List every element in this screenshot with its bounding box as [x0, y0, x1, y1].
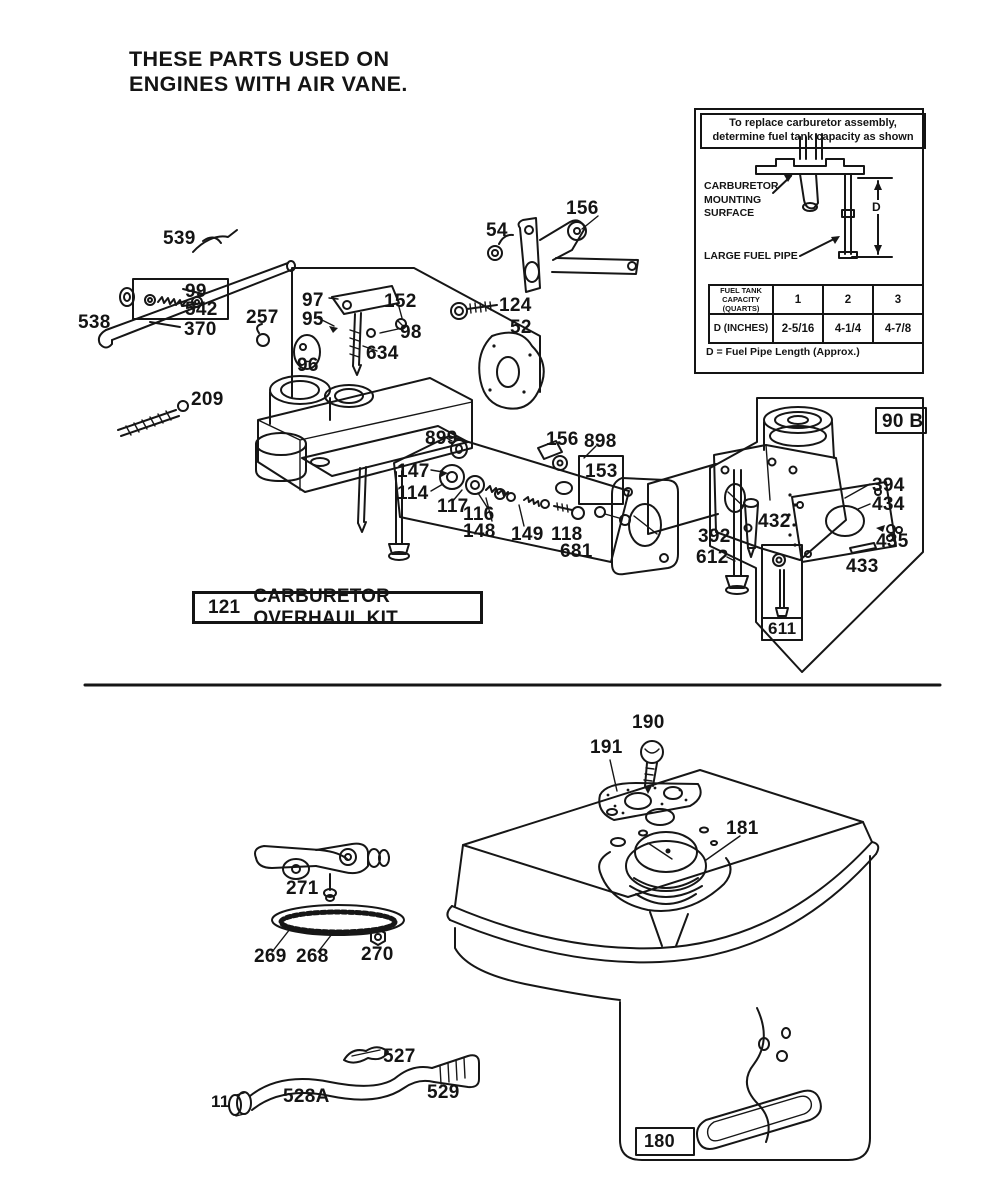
capacity-value-2: 4-1/4 — [823, 314, 873, 343]
capacity-col-3: 3 — [873, 285, 923, 314]
part-callout-681-28: 681 — [560, 541, 593, 562]
part-callout-268-43: 268 — [296, 946, 329, 967]
part-callout-209-16: 209 — [191, 389, 224, 410]
part-callout-153-27: 153 — [585, 461, 618, 482]
capacity-table-corner-header: FUEL TANK CAPACITY (QUARTS) — [709, 285, 773, 314]
part-callout-257-5: 257 — [246, 307, 279, 328]
part-callout-611-37: 611 — [768, 619, 797, 638]
part-callout-152-9: 152 — [384, 291, 417, 312]
kit-title: CARBURETOR OVERHAUL KIT — [253, 585, 398, 629]
part-callout-370-4: 370 — [184, 319, 217, 340]
part-callout-181-40: 181 — [726, 818, 759, 839]
part-callout-270-44: 270 — [361, 944, 394, 965]
part-callout-180-49: 180 — [644, 1131, 675, 1151]
pipe-length-note: D = Fuel Pipe Length (Approx.) — [706, 346, 860, 358]
part-callout-99-2: 99 — [185, 281, 207, 302]
part-callout-433-36: 433 — [846, 556, 879, 577]
part-callout-116-21: 116 — [463, 504, 495, 525]
mounting-surface-label: CARBURETOR MOUNTING SURFACE — [704, 180, 779, 220]
part-callout-117-20: 117 — [437, 496, 469, 517]
part-callout-434-31: 434 — [872, 494, 905, 515]
part-callout-156-25: 156 — [546, 429, 579, 450]
part-callout-432-32: 432 — [758, 511, 791, 532]
part-callout-11-48: 11 — [211, 1092, 230, 1111]
capacity-value-1: 2-5/16 — [773, 314, 823, 343]
kit-number: 121 — [208, 596, 241, 618]
part-callout-190-38: 190 — [632, 712, 665, 733]
part-callout-95-7: 95 — [302, 309, 324, 330]
part-callout-54-12: 54 — [486, 220, 508, 241]
part-callout-528a-46: 528A — [283, 1086, 330, 1107]
capacity-col-2: 2 — [823, 285, 873, 314]
part-callout-634-11: 634 — [366, 343, 399, 364]
capacity-col-1: 1 — [773, 285, 823, 314]
part-callout-269-42: 269 — [254, 946, 287, 967]
fuel-tank-capacity-table — [708, 284, 924, 344]
part-callout-114-19: 114 — [397, 483, 429, 504]
part-callout-529-47: 529 — [427, 1082, 460, 1103]
part-callout-612-34: 612 — [696, 547, 729, 568]
part-callout-191-39: 191 — [590, 737, 623, 758]
part-callout-149-23: 149 — [511, 524, 544, 545]
part-callout-538-1: 538 — [78, 312, 111, 333]
part-callout-52-15: 52 — [510, 317, 532, 338]
carburetor-overhaul-kit-label — [192, 585, 483, 629]
capacity-value-3: 4-7/8 — [873, 314, 923, 343]
part-callout-271-41: 271 — [286, 878, 319, 899]
part-callout-539-0: 539 — [163, 228, 196, 249]
dimension-d-label: D — [869, 200, 884, 214]
part-callout-899-17: 899 — [425, 428, 458, 449]
capacity-row-label: D (INCHES) — [709, 314, 773, 343]
capacity-inset-title: To replace carburetor assembly, determine fuel tank capacity as shown — [700, 113, 926, 149]
part-callout-148-22: 148 — [463, 521, 496, 542]
part-callout-435-35: 435 — [876, 531, 909, 552]
part-callout-96-8: 96 — [297, 355, 319, 376]
part-callout-527-45: 527 — [383, 1046, 416, 1067]
fuel-pipe-label: LARGE FUEL PIPE — [704, 250, 798, 262]
part-callout-394-30: 394 — [872, 475, 905, 496]
part-callout-898-26: 898 — [584, 431, 617, 452]
part-callout-156-13: 156 — [566, 198, 599, 219]
page-title: THESE PARTS USED ON ENGINES WITH AIR VANE. — [129, 47, 408, 97]
part-callout-98-10: 98 — [400, 322, 422, 343]
part-callout-118-24: 118 — [551, 524, 583, 545]
part-callout-147-18: 147 — [397, 461, 430, 482]
part-callout-392-33: 392 — [698, 526, 731, 547]
part-callout-124-14: 124 — [499, 295, 532, 316]
part-callout-97-6: 97 — [302, 290, 324, 311]
part-callout-90b-29: 90 B — [882, 411, 924, 432]
part-callout-542-3: 542 — [185, 299, 218, 320]
